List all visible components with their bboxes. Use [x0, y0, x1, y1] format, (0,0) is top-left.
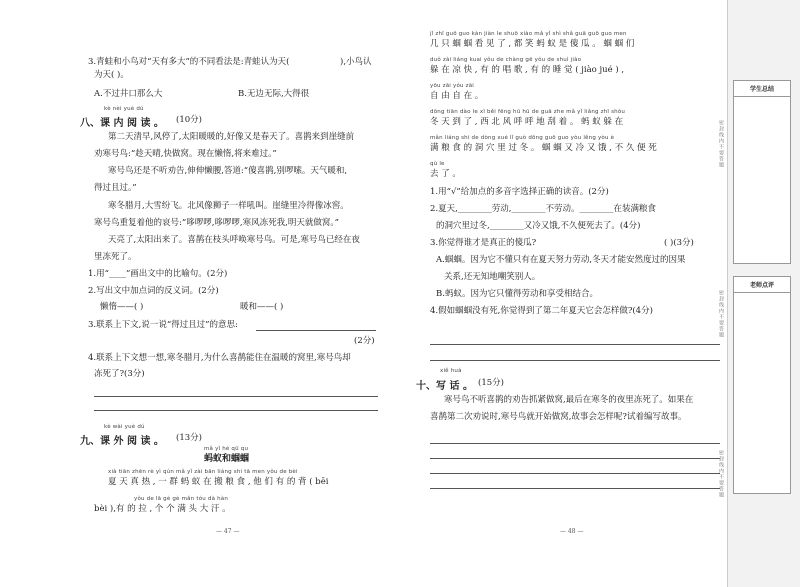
passage-1-line1: 第二天清早,风停了,太阳暖暖的,好像又是春天了。喜鹊来到崖缝前 [108, 132, 355, 142]
question-3-meaning: 3.联系上下文,说一说“得过且过”的意思: [88, 320, 238, 330]
passage-4-line2: 里冻死了。 [94, 252, 137, 262]
right-question-3-option-a1: A.蝈蝈。因为它不懂只有在夏天努力劳动,冬天才能安然度过的因果 [436, 255, 686, 265]
right-line1: 几 只 蝈 蝈 看 见 了 , 都 笑 蚂 蚁 是 傻 瓜 。 蝈 蝈 们 [430, 39, 635, 49]
student-summary-box [733, 80, 791, 264]
answer-line[interactable] [430, 360, 720, 361]
passage-1-line2: 劝寒号鸟:“趁天晴,快做窝。现在懒惰,将来难过。” [94, 149, 277, 159]
right-question-3: 3.你觉得谁才是真正的傻瓜? [430, 238, 537, 248]
question-1: 1.用“____”画出文中的比喻句。(2分) [88, 269, 228, 279]
right-line3-pinyin: yōu zāi yóu zāi [430, 83, 475, 89]
section-8-score: (10分) [176, 115, 202, 125]
right-line2: 躲 在 凉 快 , 有 的 唱 歌 , 有 的 睡 觉 ( jiào jué ) , [430, 65, 625, 75]
right-line6: 去 了 。 [430, 169, 461, 179]
seal-line-text: 密封线内不要答题 [718, 290, 724, 338]
question-2-answer-a[interactable]: 懒惰——( ) [100, 302, 144, 312]
section-9-score: (13分) [176, 433, 202, 443]
page-number-left: — 47 — [216, 528, 240, 535]
teacher-comment-area[interactable] [733, 293, 791, 494]
passage-4-line1: 天亮了,太阳出来了。喜鹊在枝头呼唤寒号鸟。可是,寒号鸟已经在夜 [108, 235, 360, 245]
question-3-line1-end: ),小鸟认 [340, 57, 372, 67]
story-title-pinyin: mǎ yǐ hé qū qu [204, 446, 249, 452]
right-line2-pinyin: duǒ zài liáng kuai yǒu de chàng gē yǒu de shuì jiào [430, 57, 582, 63]
section-8-title: 八、课 内 阅 读 。 [80, 118, 164, 129]
right-line4-pinyin: dōng tiān dào le xī běi fēng hū hū de guā zhe mǎ yǐ liǎng zhī shǒu [430, 109, 626, 115]
section-9-title: 九、课 外 阅 读 。 [80, 436, 164, 447]
page-number-right: — 48 — [560, 528, 584, 535]
section-10-score: (15分) [478, 378, 504, 388]
question-2: 2.写出文中加点词的反义词。(2分) [88, 286, 219, 296]
teacher-comment-label: 老师点评 [733, 276, 791, 293]
student-summary-area[interactable] [733, 97, 791, 264]
writing-line[interactable] [430, 458, 720, 459]
passage-3-line1: 寒冬腊月,大雪纷飞。北风像狮子一样吼叫。崖缝里冷得像冰窖。 [108, 201, 349, 211]
right-line3: 自 由 自 在 。 [430, 91, 484, 101]
writing-line[interactable] [430, 488, 720, 489]
question-3-line2: 为天( )。 [94, 70, 129, 80]
answer-line[interactable] [94, 396, 378, 397]
answer-line[interactable] [256, 330, 376, 331]
question-3-option-b: B.无边无际,大得很 [238, 89, 310, 99]
right-question-3-option-a2: 关系,还无知地嘲笑别人。 [444, 272, 541, 282]
story-title: 蚂蚁和蝈蝈 [204, 454, 250, 464]
question-4-line2: 冻死了?(3分) [94, 369, 145, 379]
right-line1-pinyin: jǐ zhī guō guo kàn jiàn le shuō xiào mǎ yǐ shì shǎ guā guō guo men [430, 31, 627, 37]
section-8-pinyin: kè nèi yuè dú [104, 106, 144, 112]
story-line1-pinyin: xià tiān zhēn rè yì qún mǎ yǐ zài bān liáng shi tā men yǒu de bèi [108, 469, 298, 475]
right-line5-pinyin: mǎn liáng shi de dòng xué lǐ guò dōng guō guo yòu lěng yòu è [430, 135, 615, 141]
right-question-2-line1[interactable]: 2.夏天,________劳动,________不劳动。________在装满粮食 [430, 204, 657, 214]
story-line2: bèi ),有 的 拉 , 个 个 满 头 大 汗 。 [94, 504, 231, 514]
seal-line-text: 密封线内不要答题 [718, 450, 724, 498]
passage-2-line1: 寒号鸟还是不听劝告,伸伸懒腰,答道:“傻喜鹊,别啰嗦。天气暖和, [108, 166, 348, 176]
right-question-4: 4.假如蝈蝈没有死,你觉得到了第二年夏天它会怎样做?(4分) [430, 306, 653, 316]
passage-3-line2: 寒号鸟重复着他的哀号:“哆啰啰,哆啰啰,寒风冻死我,明天就做窝。” [94, 218, 339, 228]
teacher-comment-box [733, 276, 791, 494]
right-question-3-score[interactable]: ( )(3分) [664, 238, 694, 248]
story-line2-pinyin: yǒu de lā gè gè mǎn tóu dà hàn [134, 496, 229, 502]
right-line5: 满 粮 食 的 洞 穴 里 过 冬 。 蝈 蝈 又 冷 又 饿 , 不 久 便 死 [430, 143, 657, 153]
writing-prompt-line2: 喜鹊第二次劝说时,寒号鸟就开始做窝,故事会怎样呢?试着编写故事。 [430, 412, 687, 422]
question-3-score: (2分) [354, 336, 375, 346]
right-line6-pinyin: qù le [430, 161, 445, 167]
question-4-line1: 4.联系上下文想一想,寒冬腊月,为什么喜鹊能住在温暖的窝里,寒号鸟却 [88, 353, 351, 363]
section-9-pinyin: kè wài yuè dú [104, 424, 145, 430]
question-2-answer-b[interactable]: 暖和——( ) [240, 302, 284, 312]
seal-line-text: 密封线内不要答题 [718, 120, 724, 168]
right-question-3-option-b: B.蚂蚁。因为它只懂得劳动和享受相结合。 [436, 289, 598, 299]
writing-line[interactable] [430, 443, 720, 444]
right-line4: 冬 天 到 了 , 西 北 风 呼 呼 地 刮 着 。 蚂 蚁 躲 在 [430, 117, 624, 127]
right-page [400, 0, 725, 587]
answer-line[interactable] [94, 410, 378, 411]
section-10-title: 十、写 话 。 [416, 381, 473, 392]
writing-line[interactable] [430, 473, 720, 474]
section-10-pinyin: xiě huà [440, 368, 462, 374]
question-3-line1: 3.青蛙和小鸟对“天有多大”的不同看法是:青蛙认为天( [88, 57, 290, 67]
story-line1: 夏 天 真 热 , 一 群 蚂 蚁 在 搬 粮 食 , 他 们 有 的 背 ( bēi [108, 477, 329, 487]
answer-line[interactable] [430, 344, 720, 345]
student-summary-label: 学生总结 [733, 80, 791, 97]
question-3-option-a: A.不过井口那么大 [94, 89, 163, 99]
passage-2-line2: 得过且过。” [94, 183, 137, 193]
right-question-1: 1.用“√”给加点的多音字选择正确的读音。(2分) [430, 187, 609, 197]
right-question-2-line2[interactable]: 的洞穴里过冬,________又冷又饿,不久便死去了。(4分) [436, 221, 641, 231]
writing-prompt-line1: 寒号鸟不听喜鹊的劝告抓紧做窝,最后在寒冬的夜里冻死了。如果在 [444, 395, 694, 405]
